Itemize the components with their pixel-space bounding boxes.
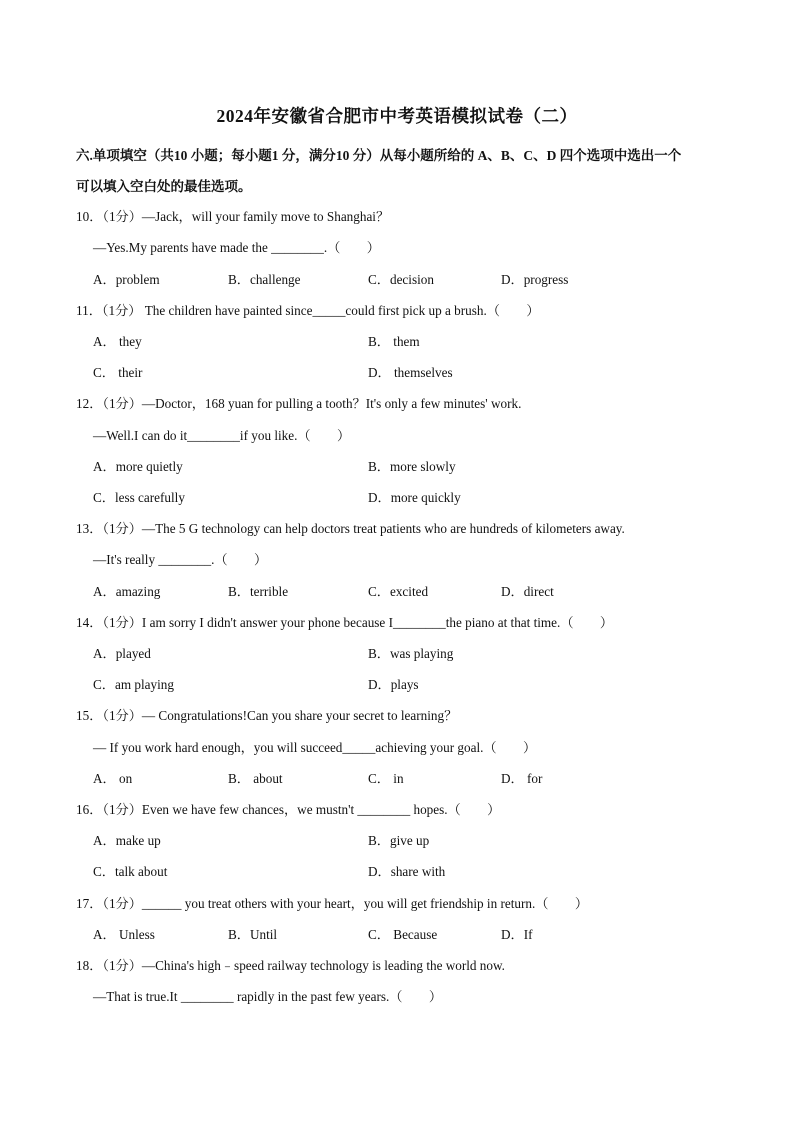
- question-10-option-c: C．decision: [368, 272, 434, 287]
- question-13-option-c: C．excited: [368, 584, 429, 599]
- question-15-option-d: D． for: [501, 771, 543, 786]
- question-15-option-c: C． in: [368, 771, 404, 786]
- question-18-stem: 18．（1分）—China's high﹣speed railway technology is leading the world now.: [76, 958, 505, 973]
- question-10-option-a: A．problem: [93, 272, 160, 287]
- question-13-stem: 13．（1分）—The 5 G technology can help doctors treat patients who are hundreds of kilometers away.: [76, 521, 625, 536]
- question-12-option-b: B．more slowly: [368, 459, 456, 474]
- question-16-option-a: A．make up: [93, 833, 161, 848]
- question-15-stem: 15．（1分）— Congratulations!Can you share your secret to learning？: [76, 708, 458, 723]
- question-11-option-a: A． they: [93, 334, 142, 349]
- question-13-response: —It's really ________.（ ）: [93, 552, 268, 567]
- question-10-option-b: B．challenge: [228, 272, 301, 287]
- question-14-option-b: B．was playing: [368, 646, 454, 661]
- question-17-option-a: A． Unless: [93, 927, 155, 942]
- question-12-option-a: A．more quietly: [93, 459, 183, 474]
- question-14-stem: 14．（1分）I am sorry I didn't answer your phone because I________the piano at that time.（ ）: [76, 615, 614, 630]
- question-16-option-b: B．give up: [368, 833, 430, 848]
- question-11-stem: 11．（1分） The children have painted since_____could first pick up a brush.（ ）: [76, 303, 540, 318]
- question-16-option-d: D．share with: [368, 864, 446, 879]
- question-17-option-c: C． Because: [368, 927, 438, 942]
- question-11-option-b: B． them: [368, 334, 420, 349]
- question-15-option-b: B． about: [228, 771, 283, 786]
- question-13-option-a: A．amazing: [93, 584, 161, 599]
- question-13-option-b: B．terrible: [228, 584, 289, 599]
- question-10-option-d: D．progress: [501, 272, 569, 287]
- question-10-response: —Yes.My parents have made the ________.（ ）: [93, 240, 380, 255]
- question-14-option-d: D．plays: [368, 677, 419, 692]
- question-15-response: — If you work hard enough，you will succeed_____achieving your goal.（ ）: [93, 740, 537, 755]
- question-16-stem: 16．（1分）Even we have few chances，we mustn't ________ hopes.（ ）: [76, 802, 501, 817]
- question-17-stem: 17．（1分）______ you treat others with your heart，you will get friendship in return.（ ）: [76, 896, 589, 911]
- question-10-stem: 10．（1分）—Jack，will your family move to Shanghai？: [76, 209, 390, 224]
- question-15-option-a: A． on: [93, 771, 133, 786]
- question-17-option-b: B．Until: [228, 927, 278, 942]
- question-13-option-d: D．direct: [501, 584, 554, 599]
- question-11-option-d: D． themselves: [368, 365, 453, 380]
- section-instruction-line1: 六.单项填空（共10 小题；每小题1 分，满分10 分）从每小题所给的 A、B、C、D 四个选项中选出一个: [76, 148, 682, 163]
- question-17-option-d: D．If: [501, 927, 533, 942]
- page-title: 2024年安徽省合肥市中考英语模拟试卷（二）: [216, 106, 578, 126]
- question-16-option-c: C．talk about: [93, 864, 168, 879]
- question-11-option-c: C． their: [93, 365, 143, 380]
- question-12-option-c: C．less carefully: [93, 490, 185, 505]
- question-12-response: —Well.I can do it________if you like.（ ）: [93, 428, 351, 443]
- question-14-option-a: A．played: [93, 646, 151, 661]
- question-12-stem: 12．（1分）—Doctor，168 yuan for pulling a tooth？It's only a few minutes' work.: [76, 396, 522, 411]
- question-18-response: —That is true.It ________ rapidly in the past few years.（ ）: [93, 989, 443, 1004]
- question-14-option-c: C．am playing: [93, 677, 174, 692]
- section-instruction-line2: 可以填入空白处的最佳选项。: [76, 179, 252, 194]
- question-12-option-d: D．more quickly: [368, 490, 461, 505]
